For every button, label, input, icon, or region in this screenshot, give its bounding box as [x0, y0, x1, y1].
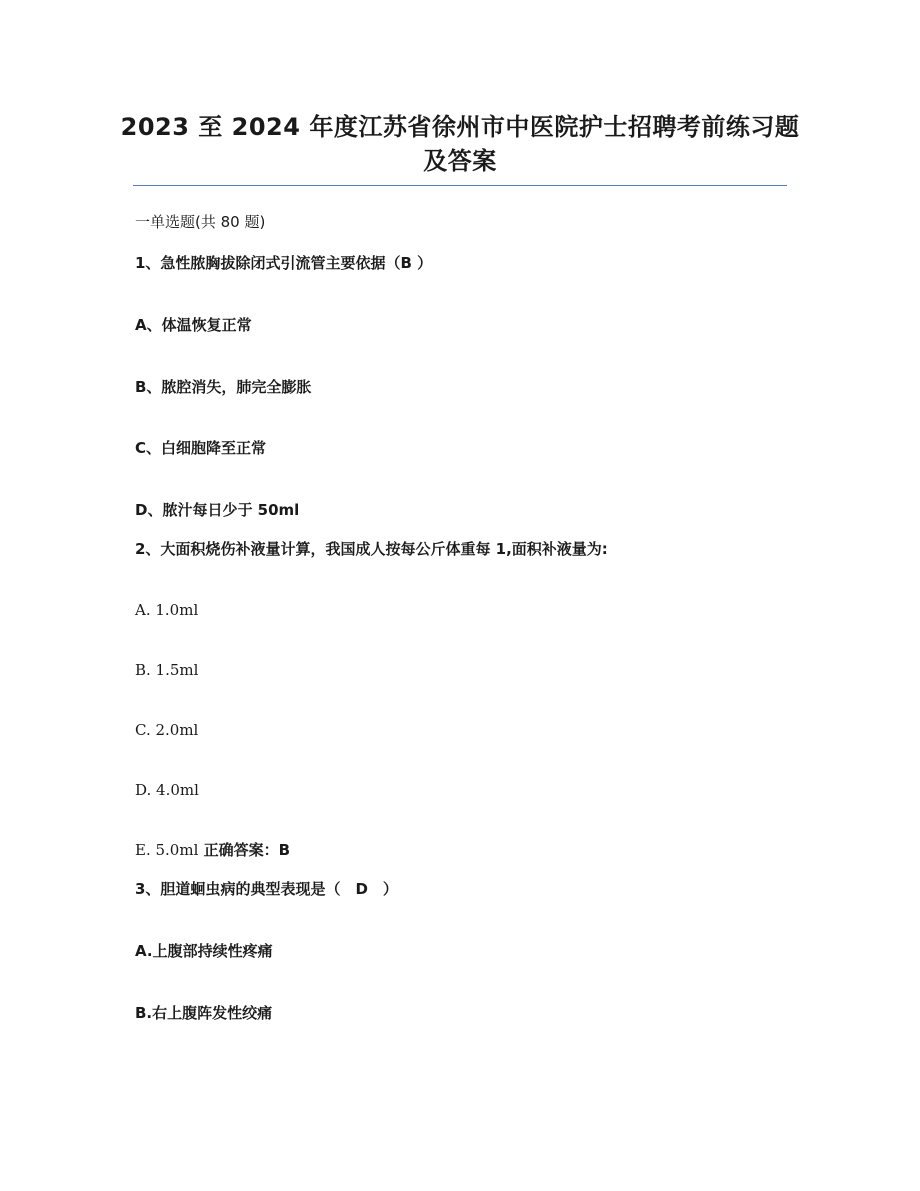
question-2-option-b: B. 1.5ml [135, 661, 199, 679]
question-1-option-c: C、白细胞降至正常 [135, 439, 267, 457]
document-title [120, 110, 800, 178]
question-2-option-e: E. 5.0ml [135, 841, 199, 859]
question-2-stem: 2、大面积烧伤补液量计算，我国成人按每公斤体重每 1,面积补液量为: [135, 540, 608, 558]
question-2-option-e-row [135, 840, 290, 860]
question-1-stem: 1、急性脓胸拔除闭式引流管主要依据（B ） [135, 254, 433, 272]
question-2-option-a: A. 1.0ml [135, 601, 199, 619]
question-1-option-b: B、脓腔消失，肺完全膨胀 [135, 378, 312, 396]
section-heading: 一单选题(共 80 题) [135, 213, 266, 231]
question-3-option-b: B.右上腹阵发性绞痛 [135, 1004, 273, 1022]
question-3-option-a: A.上腹部持续性疼痛 [135, 942, 273, 960]
question-2-answer: 正确答案：B [198, 841, 291, 859]
question-2-option-c: C. 2.0ml [135, 721, 199, 739]
question-1-option-d: D、脓汁每日少于 50ml [135, 501, 300, 519]
title-line-2: 及答案 [423, 147, 497, 175]
question-2-option-d: D. 4.0ml [135, 781, 199, 799]
title-divider [133, 185, 787, 186]
question-3-stem: 3、胆道蛔虫病的典型表现是（ D ） [135, 880, 398, 898]
title-line-1: 2023 至 2024 年度江苏省徐州市中医院护士招聘考前练习题 [120, 113, 800, 141]
question-1-option-a: A、体温恢复正常 [135, 316, 252, 334]
